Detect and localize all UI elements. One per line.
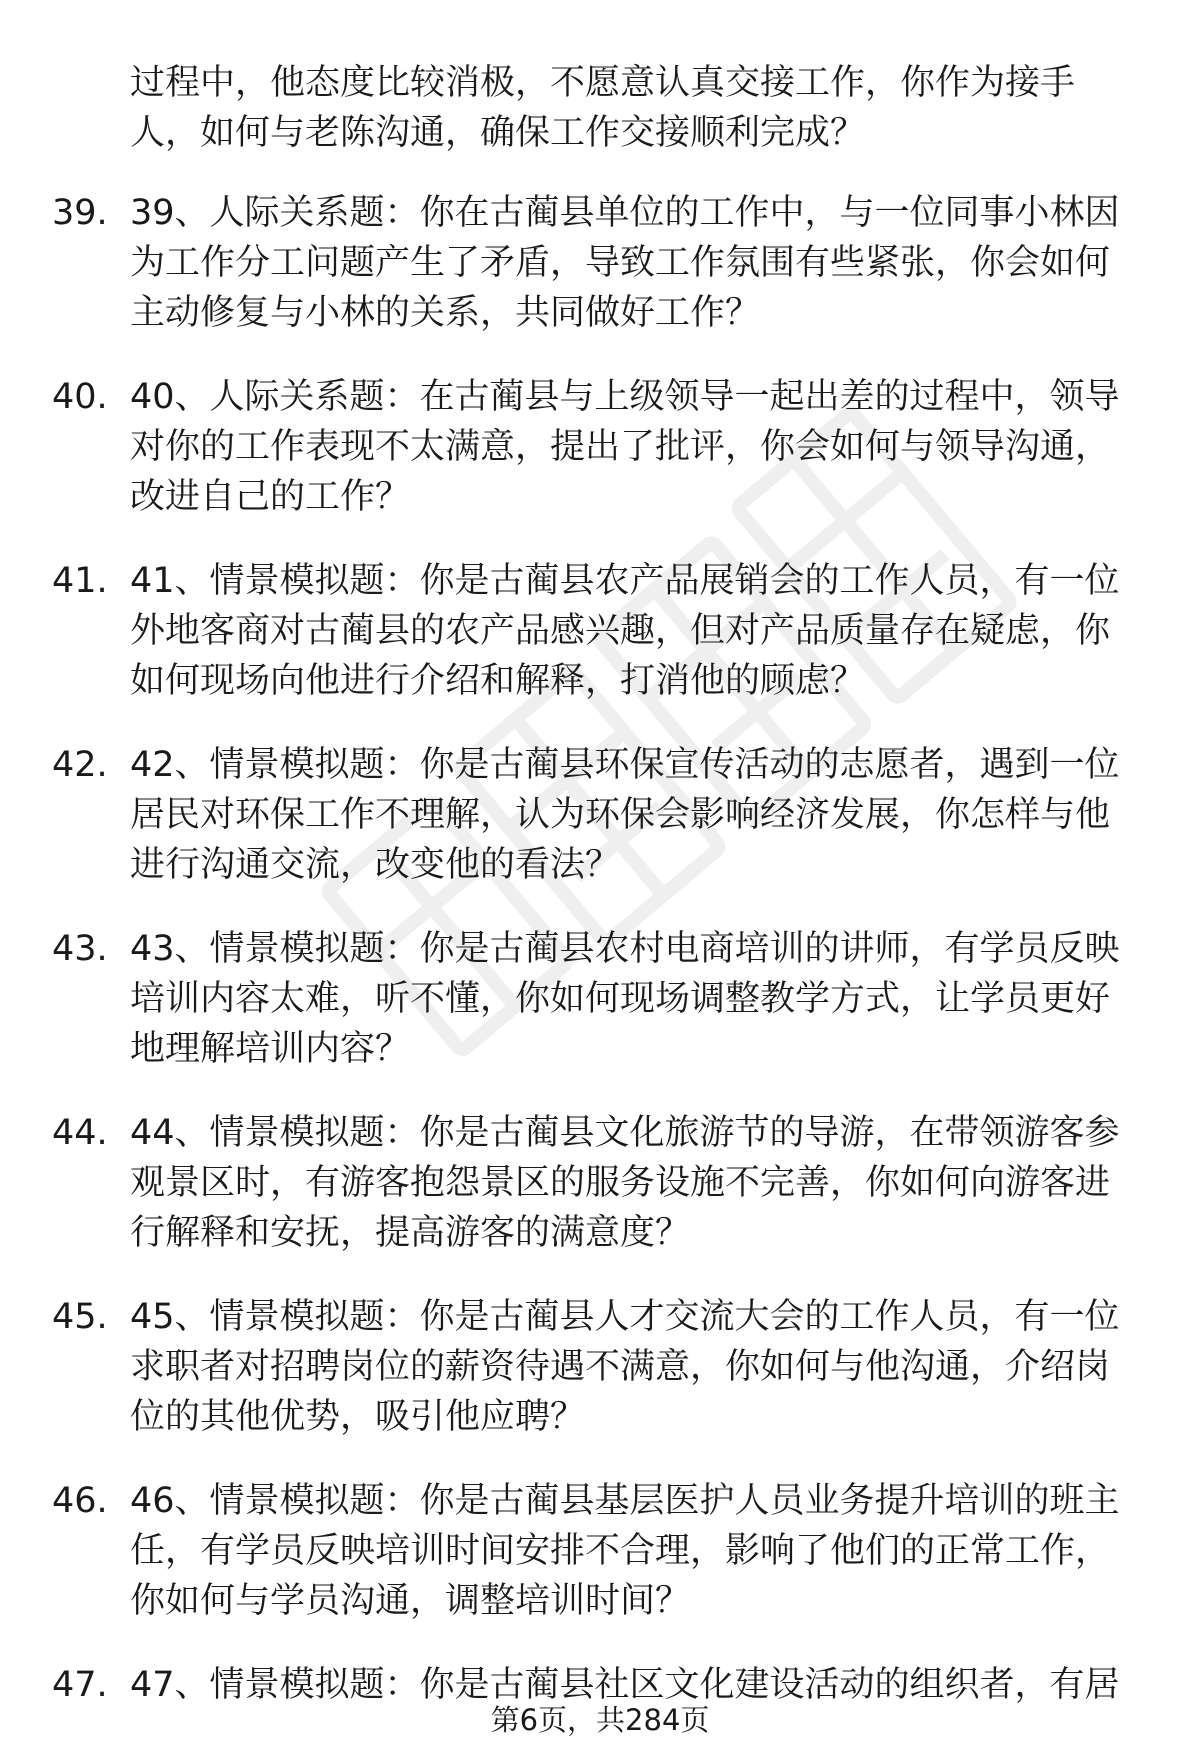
- question-text: 39、人际关系题：你在古蔺县单位的工作中，与一位同事小林因为工作分工问题产生了矛盾，导致工作氛围有些紧张，你会如何主动修复与小林的关系，共同做好工作？: [130, 193, 1120, 333]
- question-text: 44、情景模拟题：你是古蔺县文化旅游节的导游，在带领游客参观景区时，有游客抱怨景区的服务设施不完善，你如何向游客进行解释和安抚，提高游客的满意度？: [130, 1113, 1120, 1253]
- list-item: [0, 1476, 1200, 1626]
- question-number: 44.: [52, 1113, 108, 1153]
- question-number: 46.: [52, 1481, 108, 1521]
- question-text: 41、情景模拟题：你是古蔺县农产品展销会的工作人员，有一位外地客商对古蔺县的农产品感兴趣，但对产品质量存在疑虑，你如何现场向他进行介绍和解释，打消他的顾虑？: [130, 561, 1120, 701]
- list-item: [0, 556, 1200, 706]
- question-number: 43.: [52, 929, 108, 969]
- page-footer: 第6页，共284页: [490, 1703, 710, 1737]
- question-number: 47.: [52, 1665, 108, 1705]
- list-item: [0, 1292, 1200, 1442]
- list-item: [0, 188, 1200, 338]
- list-item: [0, 1108, 1200, 1258]
- list-item: [0, 740, 1200, 890]
- question-number: 39.: [52, 193, 108, 233]
- question-text: 46、情景模拟题：你是古蔺县基层医护人员业务提升培训的班主任，有学员反映培训时间安排不合理，影响了他们的正常工作，你如何与学员沟通，调整培训时间？: [130, 1481, 1120, 1621]
- intro-paragraph: 过程中，他态度比较消极，不愿意认真交接工作，你作为接手人，如何与老陈沟通，确保工作交接顺利完成？: [130, 63, 1076, 153]
- question-number: 40.: [52, 377, 108, 417]
- question-number: 45.: [52, 1297, 108, 1337]
- list-item: [0, 924, 1200, 1074]
- question-text: 47、情景模拟题：你是古蔺县社区文化建设活动的组织者，有居: [130, 1665, 1120, 1705]
- question-text: 43、情景模拟题：你是古蔺县农村电商培训的讲师，有学员反映培训内容太难，听不懂，你如何现场调整教学方式，让学员更好地理解培训内容？: [130, 929, 1120, 1069]
- question-number: 42.: [52, 745, 108, 785]
- question-list: [0, 188, 1200, 1744]
- question-number: 41.: [52, 561, 108, 601]
- question-text: 40、人际关系题：在古蔺县与上级领导一起出差的过程中，领导对你的工作表现不太满意，提出了批评，你会如何与领导沟通，改进自己的工作？: [130, 377, 1120, 517]
- question-text: 42、情景模拟题：你是古蔺县环保宣传活动的志愿者，遇到一位居民对环保工作不理解，认为环保会影响经济发展，你怎样与他进行沟通交流，改变他的看法？: [130, 745, 1120, 885]
- question-text: 45、情景模拟题：你是古蔺县人才交流大会的工作人员，有一位求职者对招聘岗位的薪资待遇不满意，你如何与他沟通，介绍岗位的其他优势，吸引他应聘？: [130, 1297, 1120, 1437]
- list-item: [0, 372, 1200, 522]
